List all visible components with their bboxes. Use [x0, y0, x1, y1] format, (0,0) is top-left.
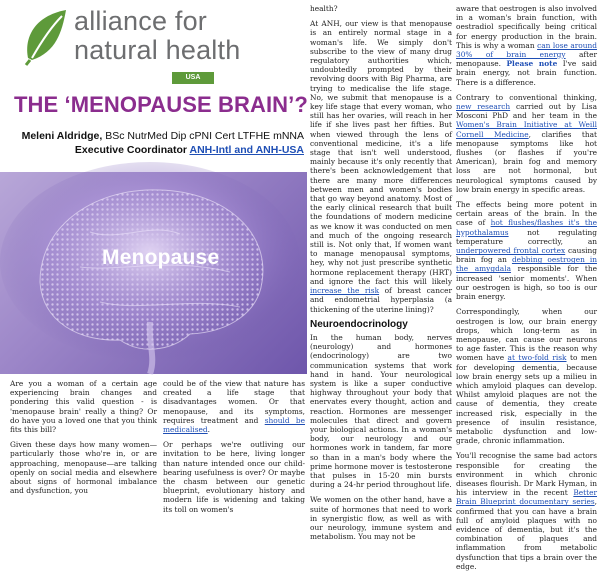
col4-p3-text: The effects being more potent in certain areas of the brain. In the case of: [456, 200, 597, 228]
col4-p3-end: responsible for the increased 'senior moments'. When our oestrogen is high, so too is our brain energy.: [456, 264, 597, 302]
frontal-cortex-link[interactable]: underpowered frontal cortex: [456, 246, 566, 256]
new-research-link[interactable]: new research: [456, 102, 511, 112]
col3-paragraph-4: We women on the other hand, have a suite of hormones that need to work in synergistic flow, as well as with our neurology, immune system and metabolism. You may not be: [310, 495, 452, 542]
col2-p1-text: could be of the view that nature has created a life stage that disadvantages women. Or that menopause, and its symptoms, requires treatment and: [163, 379, 305, 425]
leaf-icon: [22, 8, 70, 66]
col4-p1-text: aware that oestrogen is also involved in a woman's brain function, with oestradiol specifically being critical for energy production in the brain. This is why a woman: [456, 4, 597, 50]
col4-p2-end: , clarifies that menopause symptoms like hot flushes (or flashes if you're American), brain fog and memory loss are not hormonal, but neurological symptoms caused by low brain energy in specific areas.: [456, 129, 597, 194]
col2-paragraph-2: Or perhaps we're outliving our invitation to be here, living longer than nature intended once our child-bearing usefulness is over? Or maybe the chasm between our genetic blueprint, evolutionary history and modern life is widening and taking its toll on women's: [163, 440, 305, 514]
medicalised-link[interactable]: should be medicalised: [163, 415, 305, 435]
col3-paragraph-2: [310, 19, 452, 314]
hypothalamus-link[interactable]: hot flushes/flashes it's the hypothalamus: [456, 218, 597, 237]
logo-line-2: natural health: [74, 35, 241, 65]
col4-p4-end: to men for developing dementia, because low brain energy sets up a milieu in which amyloid plaques can develop. Whilst amyloid plaques are not the cause of dementia, they create increased risk, especially in the presence of insulin resistance, metabolic dysfunction and low-grade, chronic inflammation.: [456, 353, 597, 446]
col3-paragraph-3: In the human body, nerves (neurology) and hormones (endocrinology) are two communication systems that work hand in hand. Your neurological system is like a super conductive highway throughout your body that enervates every thought, action and reaction. Hormones are messenger molecules that direct and govern your biological actions. In a woman's body, our neurology and our hormones work in tandem, far more so than in a man's body where the prime hormone mover is testosterone that pulses in 15-20 min bursts during a 24-hr period throughout life.: [310, 332, 452, 490]
column-2: [163, 379, 305, 514]
author-name: Meleni Aldridge,: [21, 130, 103, 142]
col4-p5-end: , confirmed that you can have a brain full of amyloid plaques with no evidence of dementia, but it's the combination of plaques and inflammation from metabolic dysfunction that tips a brain over the edge.: [456, 497, 597, 571]
col4-p4-text: Correspondingly, when our oestrogen is low, our brain energy drops, which long-term as in menopause, can cause our neurons to age faster. This is the reason why women have: [456, 307, 597, 363]
womens-brain-initiative-link[interactable]: Women's Brain Initiative at Weill Cornell Medicine: [456, 120, 597, 139]
col4-paragraph-5: [456, 451, 597, 571]
hero-image: [0, 172, 307, 374]
col4-p2-text: Contrary to conventional thinking,: [456, 92, 597, 102]
col2-paragraph-1: [163, 379, 305, 434]
col4-p1-end: I've said brain energy, not brain function. There is a difference.: [456, 59, 598, 87]
col3-p2-end: of breast cancer and endometrial hyperplasia (a thickening of the uterine lining)?: [310, 286, 453, 314]
col4-p5-text: You'll recognise the same bad actors responsible for creating the environment in which chronic diseases flourish. Dr Mark Hyman, in his interview in the recent: [456, 451, 597, 498]
col1-paragraph-1: Are you a woman of a certain age experiencing brain changes and pondering this valid question - is 'menopause brain' really a thing? Or do have you a loved one that you think fits this bill?: [10, 379, 157, 435]
col3-paragraph-1: health?: [310, 4, 338, 13]
col4-paragraph-3: [456, 200, 597, 301]
page-title: THE ‘MENOPAUSE BRAIN’?: [14, 92, 308, 117]
increase-risk-link[interactable]: increase the risk: [310, 286, 380, 296]
section-heading: Neuroendocrinology: [310, 318, 408, 330]
usa-badge: USA: [172, 72, 214, 84]
col4-p3-mid1: not regulating temperature correctly, an: [456, 227, 597, 246]
hero-caption: Menopause: [102, 246, 220, 269]
better-brain-blueprint-link[interactable]: Better Brain Blueprint documentary series: [456, 488, 597, 507]
author-role: Executive Coordinator: [74, 144, 187, 156]
col1-paragraph-2: Given these days how many women—particularly those who're in, or are approaching, menopause—are talking openly on social media and elsewhere about signs of hormonal imbalance and dysfunction, you: [10, 440, 157, 496]
col4-paragraph-2: [456, 93, 597, 194]
amygdala-link[interactable]: debbing oestrogen in the amygdala: [456, 255, 597, 274]
author-byline: [14, 129, 304, 157]
column-1: [10, 379, 157, 496]
logo-line-1: alliance for: [74, 6, 207, 36]
col4-paragraph-4: [456, 307, 597, 445]
brain-energy-link[interactable]: can lose around 30% of brain energy: [456, 40, 598, 60]
col3-p2-text: At ANH, our view is that menopause is an entirely normal stage in a woman's life. We simply don't subscribe to the view of many drug regulatory authorities which, undoubtedly prompted by their revolving doors with Big Pharma, are trying to medicalise the life stage. No, we submit that menopause is a key life stage that every woman, who still has her ovaries, will reach in her life if she lives past her fifties. But when viewed through the lens of conventional medicine, it's a life stage that isn't well understood, mainly because it's only recently that there's been acknowledgement that there are many more differences between men and women's bodies that go way beyond anatomy. Most of the early clinical research that built the foundations of modern medicine as we know it was conducted on men and much of the ongoing research still is. Not only that, If women want to manage menopausal symptoms, hey, why not just prescribe synthetic hormone replacement therapy (HRT) and ignore the fact this will likely: [310, 19, 452, 286]
col4-paragraph-1: [456, 4, 597, 87]
please-note: Please note: [506, 59, 558, 69]
brain-illustration: [0, 172, 307, 374]
col2-p1-end: .: [207, 425, 211, 435]
column-3: [310, 4, 453, 542]
column-4: [456, 4, 598, 571]
anh-logo[interactable]: [22, 6, 241, 88]
col4-p2-mid: carried out by Lisa Mosconi PhD and her team in the: [456, 102, 597, 121]
author-credentials: BSc NutrMed Dip cPNI Cert LTFHE mNNA: [102, 130, 304, 142]
anh-link[interactable]: ANH-Intl and ANH-USA: [189, 144, 304, 156]
two-fold-risk-link[interactable]: at two-fold risk: [507, 353, 567, 363]
author-role-line: [14, 143, 304, 157]
col4-p1-mid: after menopause.: [456, 50, 598, 69]
col4-p3-mid2: causing brain fog an: [456, 246, 597, 265]
